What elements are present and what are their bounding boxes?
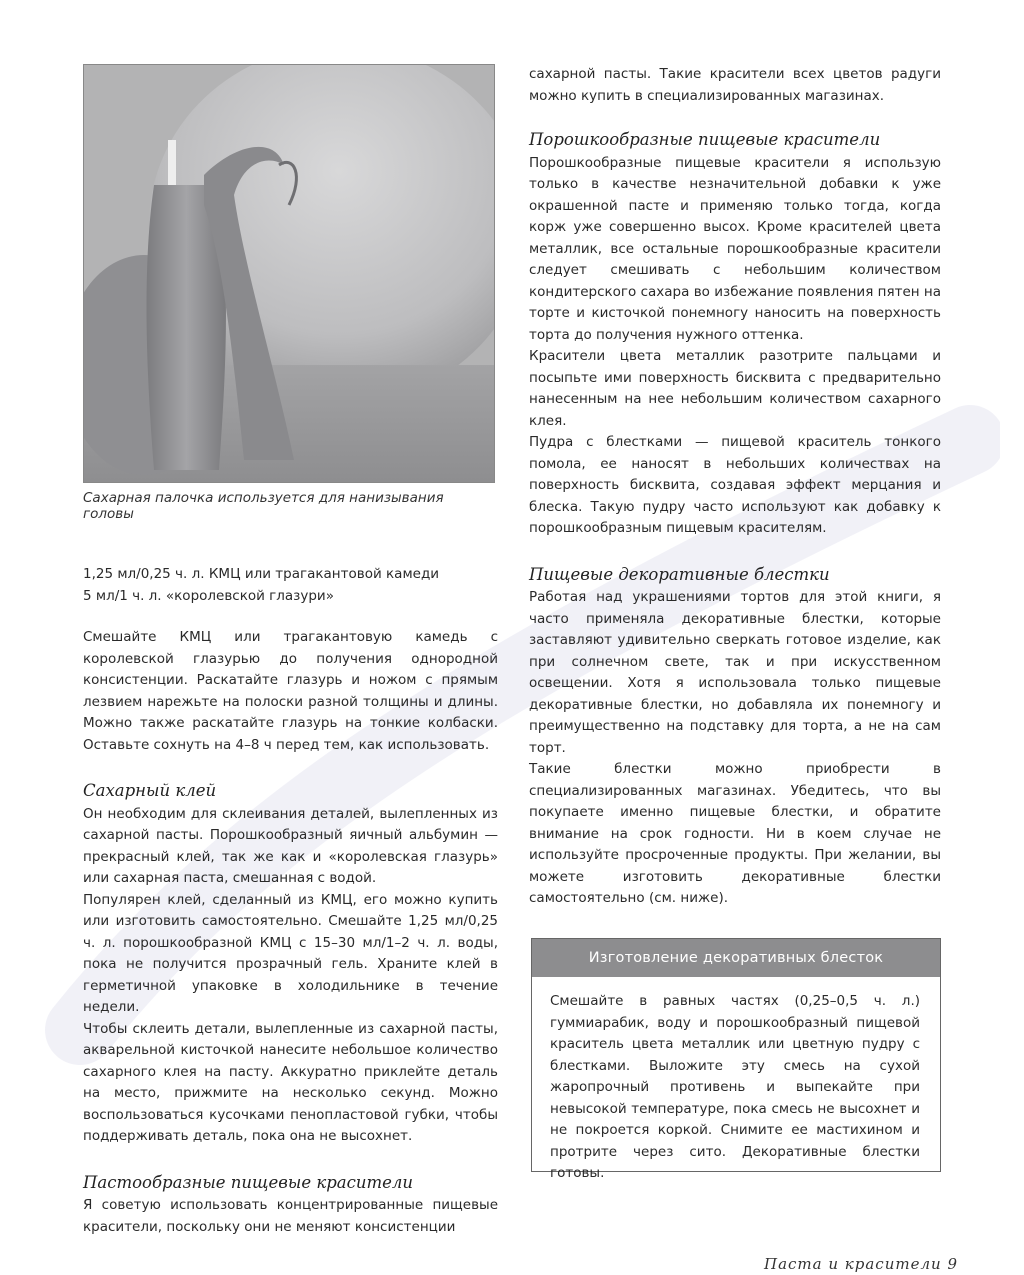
page-number: 9 <box>947 1255 958 1273</box>
continuation-paragraph: сахарной пасты. Такие красители всех цветов радуги можно купить в специализированных магазинах. <box>529 66 941 104</box>
running-title: Паста и красители <box>764 1255 942 1273</box>
paragraph: Работая над украшениями тортов для этой книги, я часто применяла декоративные блестки, которые заставляют удивительно сверкать готовое изделие, как при солнечном свете, так и при искусственном освещении. Хотя я использовала только пищевые декоративные блестки, но добавляла их понемногу и преимущественно на подставку для торта, а не на сам торт. <box>529 589 941 756</box>
recipe-box <box>531 938 941 1181</box>
paragraph: Порошкообразные пищевые красители я использую только в качестве незначительной добавки к уже окрашенной пасте и применяю только тогда, когда корж уже совершенно высох. Кроме красителей цвета металлик, все остальные порошкообразные красители следует смешивать с небольшим количеством кондитерского сахара во избежание появления пятен на торте и кисточкой понемногу наносить на поверхность торта до получения нужного оттенка. <box>529 154 941 343</box>
section-heading-sugar-glue: Сахарный клей <box>83 781 217 800</box>
paragraph: Я советую использовать концентрированные пищевые красители, поскольку они не меняют консистенции <box>83 1197 498 1235</box>
section-heading-paste-dyes: Пастообразные пищевые красители <box>83 1172 414 1192</box>
paragraph: Красители цвета металлик разотрите пальцами и посыпьте ими поверхность бисквита с предварительно нанесенным на нее небольшим количеством сахарного клея. <box>529 348 941 429</box>
ingredient-line: 1,25 мл/0,25 ч. л. КМЦ или трагакантовой камеди <box>83 566 440 582</box>
photo-caption: Сахарная палочка используется для нанизывания головы <box>83 490 444 522</box>
intro-paragraph: Смешайте КМЦ или трагакантовую камедь с королевской глазурью до получения однородной консистенции. Раскатайте глазурь и ножом с прямым лезвием нарежьте на полоски разной толщины и длины. Можно также раскатайте глазурь на тонкие колбаски. Оставьте сохнуть на 4–8 ч перед тем, как использовать. <box>83 629 498 753</box>
recipe-box-title: Изготовление декоративных блесток <box>532 939 940 977</box>
paragraph: Пудра с блестками — пищевой краситель тонкого помола, ее наносят в небольших количествах на поверхность бисквита, создавая эффект мерцания и блеска. Такую пудру часто используют как добавку к порошкообразным пищевым красителям. <box>529 434 941 536</box>
paragraph: Такие блестки можно приобрести в специализированных магазинах. Убедитесь, что вы покупаете именно пищевые блестки, и обратите внимание на срок годности. Ни в коем случае не используйте просроченные продукты. При желании, вы можете изготовить декоративные блестки самостоятельно (см. ниже). <box>529 761 941 906</box>
section-heading-powder-dyes: Порошкообразные пищевые красители <box>529 130 881 149</box>
right-column <box>529 64 941 910</box>
paragraph: Чтобы склеить детали, вылепленные из сахарной пасты, акварельной кисточкой нанесите небольшое количество сахарного клея на пасту. Аккуратно приклейте деталь на место, прижмите на несколько секунд. Можно воспользоваться кусочками пенопластовой губки, чтобы поддерживать деталь, пока она не высохнет. <box>83 1020 498 1144</box>
section-heading-glitter: Пищевые декоративные блестки <box>529 564 830 584</box>
left-column <box>83 564 498 1238</box>
page-footer <box>764 1255 958 1273</box>
recipe-box-text: Смешайте в равных частях (0,25–0,5 ч. л.) гуммиарабик, воду и порошкообразный пищевой краситель цвета металлик или цветную пудру с блестками. Выложите эту смесь на сухой жаропрочный противень и выпекайте при невысокой температуре, пока смесь не высохнет и не покроется коркой. Снимите ее мастихином и протрите через сито. Декоративные блестки готовы. <box>550 993 920 1181</box>
paragraph: Популярен клей, сделанный из КМЦ, его можно купить или изготовить самостоятельно. Смешайте 1,25 мл/0,25 ч. л. порошкообразной КМЦ с 15–30 мл/1–2 ч. л. воды, пока не получится прозрачный гель. Храните клей в герметичной упаковке в холодильнике в течение недели. <box>83 891 498 1015</box>
cake-photo <box>83 64 495 483</box>
ingredient-line: 5 мл/1 ч. л. «королевской глазури» <box>83 587 334 604</box>
paragraph: Он необходим для склеивания деталей, вылепленных из сахарной пасты. Порошкообразный яичный альбумин — прекрасный клей, так же как и «королевская глазурь» или сахарная паста, смешанная с водой. <box>83 805 498 886</box>
